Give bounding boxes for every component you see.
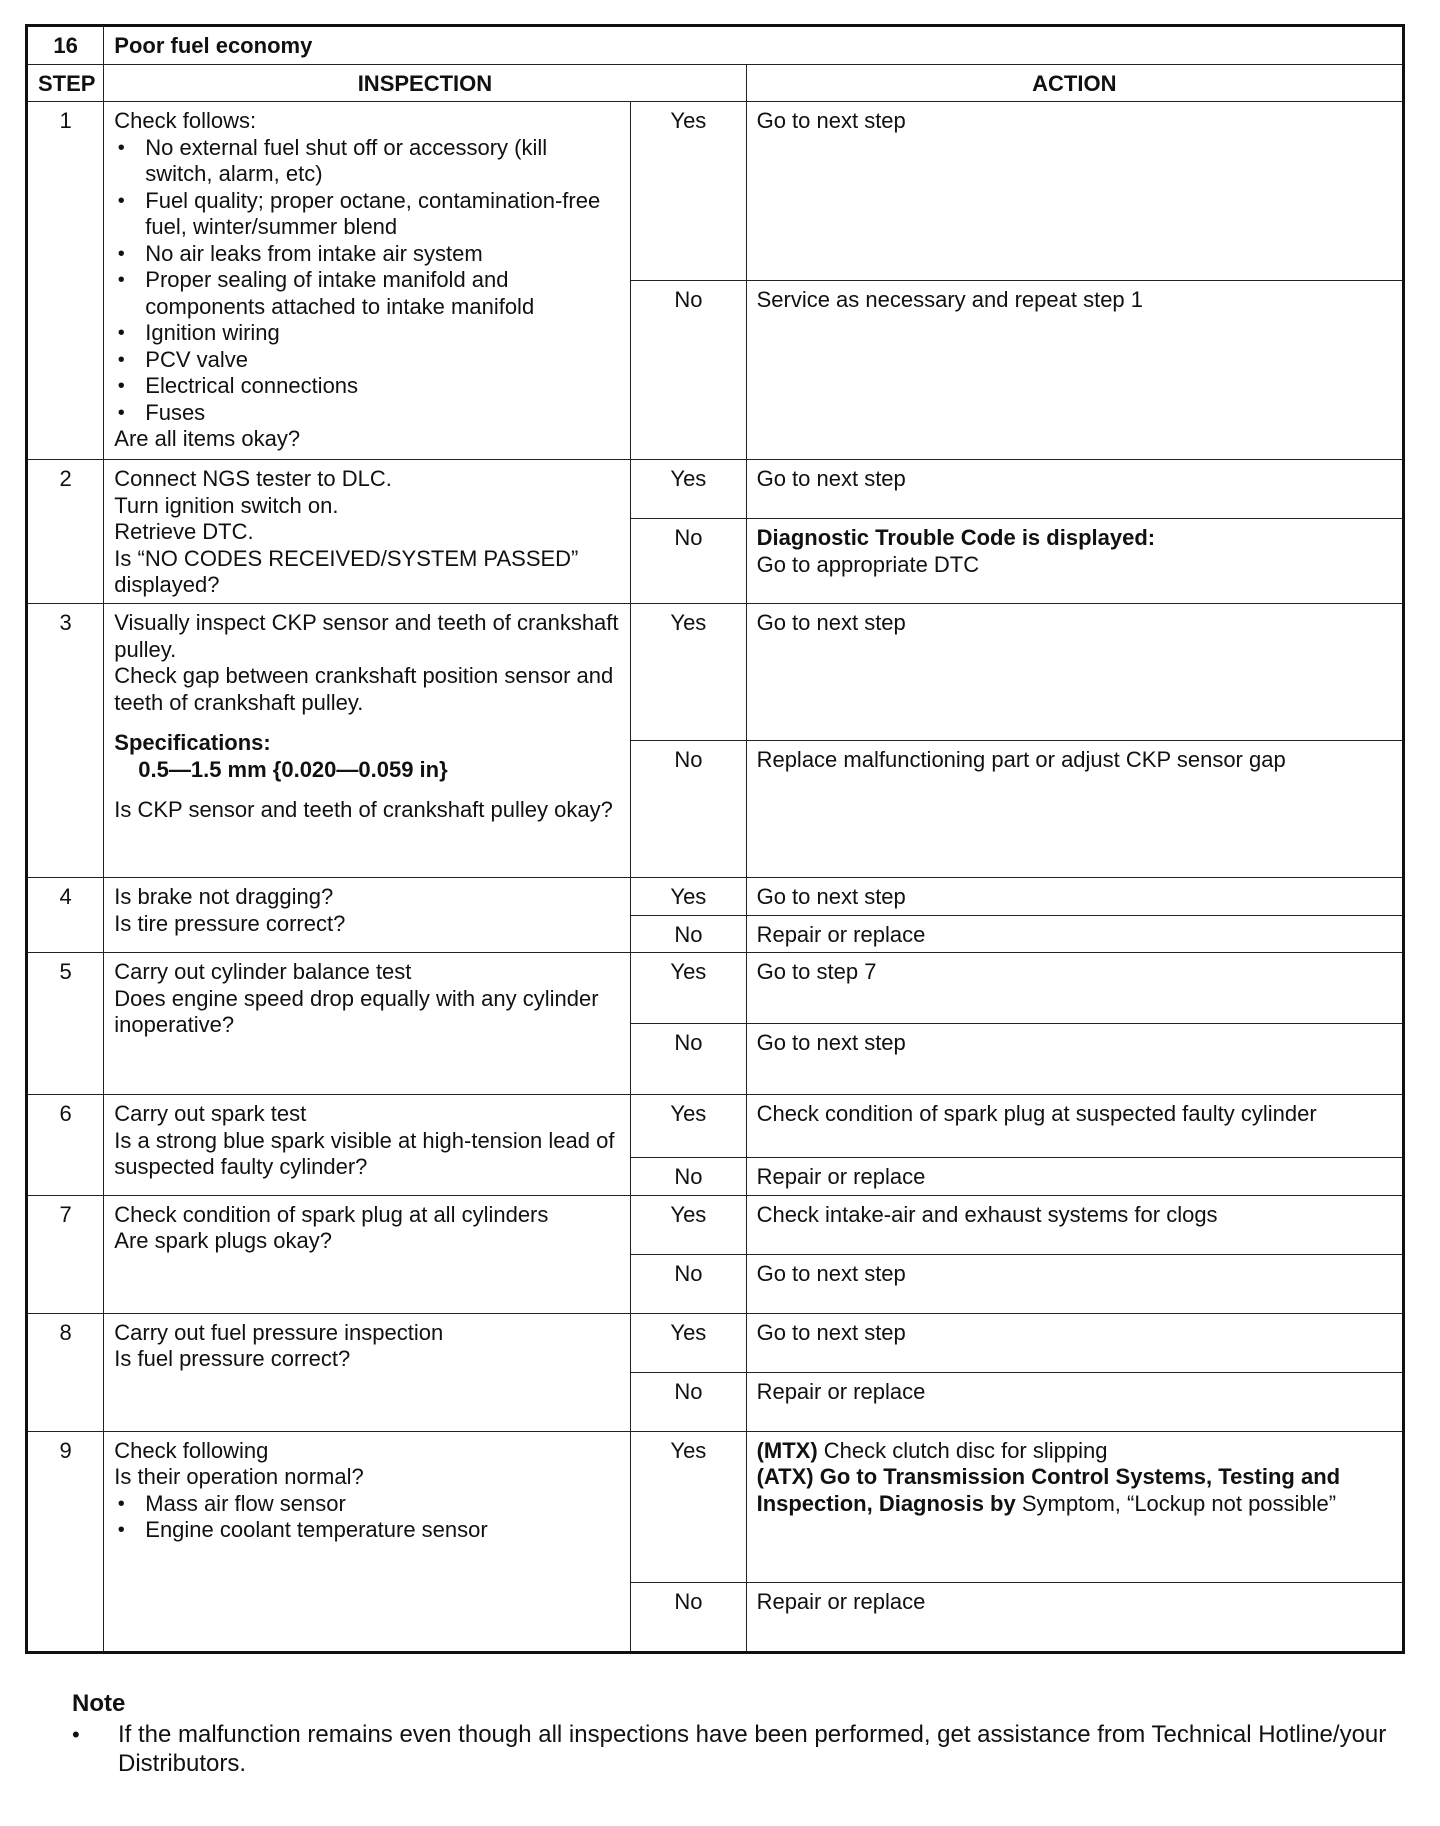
- inspection-line: Carry out spark test: [114, 1101, 307, 1126]
- step-3-yes-row: [27, 604, 1404, 741]
- step-9-yes-row: [27, 1431, 1404, 1582]
- procedure-number: 16: [27, 26, 104, 65]
- no-action: Repair or replace: [746, 1582, 1403, 1652]
- step-number: 3: [27, 604, 104, 878]
- step-number: 4: [27, 878, 104, 953]
- list-item: • Proper sealing of intake manifold and components attached to intake manifold: [145, 267, 620, 320]
- atx-reference: Go to Transmission Control Systems, Testing and Inspection, Diagnosis by: [756, 1464, 1341, 1516]
- inspection-question: Are spark plugs okay?: [114, 1228, 332, 1253]
- inspection-question: Is CKP sensor and teeth of crankshaft pulley okay?: [114, 797, 613, 822]
- no-label: No: [631, 915, 746, 953]
- inspection-question: Is a strong blue spark visible at high-tension lead of suspected faulty cylinder?: [114, 1127, 615, 1179]
- step-8-yes-row: [27, 1313, 1404, 1372]
- atx-action: [757, 1464, 1392, 1517]
- procedure-title: Poor fuel economy: [104, 26, 1404, 65]
- table-header-row: [27, 64, 1404, 102]
- spec-label: Specifications:: [114, 730, 271, 755]
- step-number: 5: [27, 953, 104, 1095]
- note-list: [72, 1720, 1412, 1778]
- mtx-tag: (MTX): [756, 1437, 818, 1463]
- no-action: Go to next step: [746, 1024, 1403, 1095]
- inspection-line: Check following: [114, 1437, 269, 1463]
- mtx-action: [757, 1438, 1392, 1465]
- yes-label: Yes: [631, 953, 746, 1024]
- yes-label: Yes: [631, 1095, 746, 1158]
- no-action: Repair or replace: [746, 915, 1403, 953]
- yes-action: Check intake-air and exhaust systems for clogs: [746, 1195, 1403, 1254]
- inspection-question: Are all items okay?: [114, 426, 301, 451]
- no-action: Replace malfunctioning part or adjust CKP sensor gap: [746, 741, 1403, 878]
- yes-action: [746, 1431, 1403, 1582]
- step-9-inspection: [104, 1431, 631, 1652]
- no-label: No: [631, 281, 746, 460]
- step-number: 8: [27, 1313, 104, 1431]
- check-list: [114, 135, 620, 427]
- yes-label: Yes: [631, 460, 746, 519]
- step-3-inspection: [104, 604, 631, 878]
- yes-label: Yes: [631, 878, 746, 916]
- step-6-inspection: [104, 1095, 631, 1196]
- atx-symptom: Symptom, “Lockup not possible”: [1021, 1490, 1337, 1516]
- yes-label: Yes: [631, 604, 746, 741]
- inspection-line: Carry out fuel pressure inspection: [114, 1319, 444, 1345]
- inspection-line: Visually inspect CKP sensor and teeth of crankshaft pulley.: [114, 610, 619, 662]
- list-item: • Engine coolant temperature sensor: [145, 1517, 620, 1544]
- header-step: STEP: [27, 64, 104, 102]
- inspection-line: Check gap between crankshaft position sensor and teeth of crankshaft pulley.: [114, 663, 614, 715]
- inspection-line: Connect NGS tester to DLC.: [114, 466, 392, 491]
- yes-action: Go to next step: [746, 1313, 1403, 1372]
- inspection-question: Is tire pressure correct?: [114, 910, 346, 936]
- no-action: [746, 519, 1403, 604]
- no-label: No: [631, 741, 746, 878]
- no-label: No: [631, 1158, 746, 1196]
- no-action: Go to next step: [746, 1254, 1403, 1313]
- list-item: • Fuel quality; proper octane, contamination-free fuel, winter/summer blend: [145, 188, 620, 241]
- table-title-row: [27, 26, 1404, 65]
- step-number: 7: [27, 1195, 104, 1313]
- yes-label: Yes: [631, 102, 746, 281]
- list-item: • Ignition wiring: [145, 320, 620, 347]
- no-label: No: [631, 1372, 746, 1431]
- inspection-line: Turn ignition switch on.: [114, 492, 339, 518]
- no-label: No: [631, 1254, 746, 1313]
- step-4-inspection: [104, 878, 631, 953]
- yes-action: Go to next step: [746, 460, 1403, 519]
- no-label: No: [631, 1024, 746, 1095]
- mtx-text: Check clutch disc for slipping: [823, 1437, 1108, 1463]
- inspection-text: Check follows:: [114, 108, 257, 133]
- list-item: • No external fuel shut off or accessory (kill switch, alarm, etc): [145, 135, 620, 188]
- yes-label: Yes: [631, 1195, 746, 1254]
- step-number: 6: [27, 1095, 104, 1196]
- step-5-yes-row: [27, 953, 1404, 1024]
- no-label: No: [631, 1582, 746, 1652]
- yes-action: Go to next step: [746, 102, 1403, 281]
- step-6-yes-row: [27, 1095, 1404, 1158]
- yes-action: Go to next step: [746, 604, 1403, 741]
- inspection-question: Is their operation normal?: [114, 1464, 364, 1489]
- step-5-inspection: [104, 953, 631, 1095]
- no-action: Repair or replace: [746, 1158, 1403, 1196]
- list-item: • Mass air flow sensor: [145, 1491, 620, 1518]
- list-item: • No air leaks from intake air system: [145, 241, 620, 268]
- inspection-question: Is “NO CODES RECEIVED/SYSTEM PASSED” displayed?: [114, 545, 579, 597]
- diagnosis-table: [25, 24, 1405, 1654]
- check-list: [114, 1491, 620, 1544]
- yes-label: Yes: [631, 1313, 746, 1372]
- spec-value: 0.5—1.5 mm {0.020—0.059 in}: [138, 756, 448, 782]
- list-item: • Electrical connections: [145, 373, 620, 400]
- inspection-question: Is fuel pressure correct?: [114, 1346, 351, 1371]
- inspection-question: Does engine speed drop equally with any cylinder inoperative?: [114, 985, 599, 1037]
- atx-tag: (ATX): [756, 1464, 814, 1489]
- header-inspection: INSPECTION: [104, 64, 746, 102]
- yes-label: Yes: [631, 1431, 746, 1582]
- no-action-text: Go to appropriate DTC: [756, 551, 980, 577]
- step-number: 1: [27, 102, 104, 460]
- step-2-inspection: [104, 460, 631, 604]
- inspection-line: Check condition of spark plug at all cylinders: [114, 1201, 549, 1227]
- step-number: 9: [27, 1431, 104, 1652]
- step-1-inspection: [104, 102, 631, 460]
- step-4-yes-row: [27, 878, 1404, 916]
- yes-action: Go to step 7: [746, 953, 1403, 1024]
- note-section: [72, 1689, 1412, 1778]
- step-2-yes-row: [27, 460, 1404, 519]
- step-8-inspection: [104, 1313, 631, 1431]
- list-item: • Fuses: [145, 400, 620, 427]
- inspection-line: Is brake not dragging?: [114, 884, 334, 909]
- step-1-yes-row: [27, 102, 1404, 281]
- no-action: Repair or replace: [746, 1372, 1403, 1431]
- step-7-yes-row: [27, 1195, 1404, 1254]
- list-item: • PCV valve: [145, 347, 620, 374]
- yes-action: Go to next step: [746, 878, 1403, 916]
- note-title: Note: [72, 1690, 126, 1717]
- no-action-heading: Diagnostic Trouble Code is displayed:: [756, 525, 1156, 550]
- no-action: Service as necessary and repeat step 1: [746, 281, 1403, 460]
- inspection-line: Carry out cylinder balance test: [114, 959, 412, 984]
- step-number: 2: [27, 460, 104, 604]
- note-item: • If the malfunction remains even though all inspections have been performed, get assistance from Technical Hotline/your Distributors.: [118, 1720, 1412, 1778]
- step-7-inspection: [104, 1195, 631, 1313]
- no-label: No: [631, 519, 746, 604]
- yes-action: Check condition of spark plug at suspected faulty cylinder: [746, 1095, 1403, 1158]
- header-action: ACTION: [746, 64, 1403, 102]
- inspection-line: Retrieve DTC.: [114, 519, 254, 544]
